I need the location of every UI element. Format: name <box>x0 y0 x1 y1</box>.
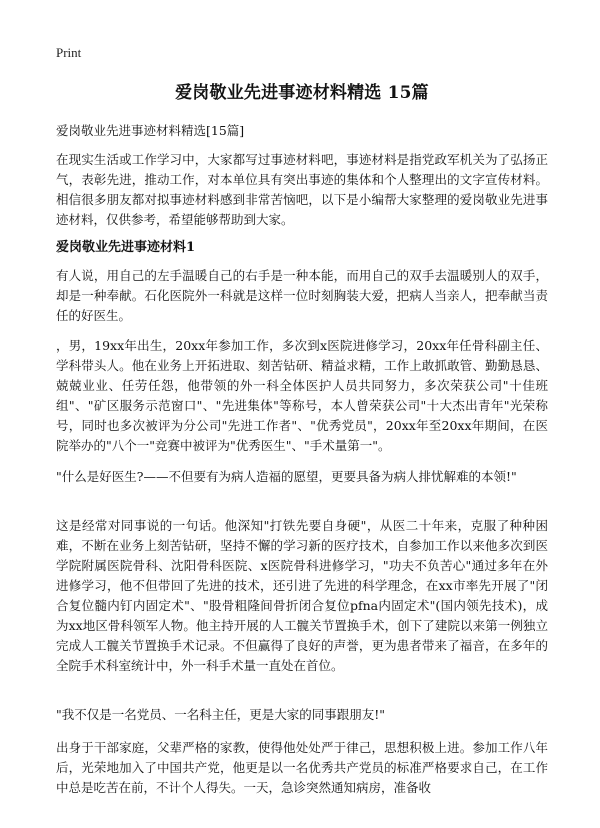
body-paragraph-1: 有人说，用自己的左手温暖自己的右手是一种本能，而用自己的双手去温暖别人的双手，却是一种奉献。石化医院外一科就是这样一位时刻胸装大爱，把病人当亲人，把奉献当责任的好医生。 <box>56 268 548 323</box>
body-paragraph-3: "什么是好医生?——不但要有为病人造福的愿望，更要具备为病人排忧解难的本领!" <box>56 469 517 484</box>
intro-paragraph: 在现实生活或工作学习中，大家都写过事迹材料吧，事迹材料是指党政军机关为了弘扬正气，表彰先进，推动工作，对本单位具有突出事迹的集体和个人整理出的文字宣传材料。相信很多朋友都对拟事迹材料感到非常苦恼吧，以下是小编帮大家整理的爱岗敬业先进事迹材料，仅供参考，希望能够帮助到大家。 <box>56 152 548 227</box>
body-paragraph-4: 这是经常对同事说的一句话。他深知"打铁先要自身硬"，从医二十年来，克服了种种困难，不断在业务上刻苦钻研，坚持不懈的学习新的医疗技术，自参加工作以来他多次到医学院附属医院骨科、沈阳骨科医院、x医院骨科进修学习，"功夫不负苦心"通过多年在外进修学习，他不但带回了先进的技术，还引进了先进的科学理念，在xx市率先开展了"闭合复位髓内钉内固定术"、"股骨粗隆间骨折闭合复位pfna内固定术"(国内领先技术)，成为xx地区骨科领军人物。他主持开展的人工髋关节置换手术，创下了建院以来第一例独立完成人工髋关节置换手术记录。不但赢得了良好的声誉，更为患者带来了福音，在多年的全院手术科室统计中，外一科手术量一直处在首位。 <box>56 518 548 673</box>
body-paragraph-6: 出身于干部家庭，父辈严格的家教，使得他处处严于律己，思想积极上进。参加工作八年后，光荣地加入了中国共产党，他更是以一名优秀共产党员的标准严格要求自己，在工作中总是吃苦在前，不计个人得失。一天，急诊突然通知病房，准备收 <box>56 740 548 795</box>
print-link[interactable]: Print <box>56 45 82 60</box>
body-paragraph-2: ，男，19xx年出生，20xx年参加工作，多次到x医院进修学习，20xx年任骨科副主任、学科带头人。他在业务上开拓进取、刻苦钻研、精益求精，工作上敢抓敢管、勤勤恳恳、兢兢业业、任劳任怨，他带领的外一科全体医护人员共同努力，多次荣获公司"十佳班组"、"矿区服务示范窗口"、"先进集体"等称号，本人曾荣获公司"十大杰出青年"光荣称号，同时也多次被评为分公司"先进工作者"、"优秀党员"，20xx年至20xx年期间，在医院举办的"八个一"竞赛中被评为"优秀医生"、"手术量第一"。 <box>56 338 548 453</box>
document-subtitle: 爱岗敬业先进事迹材料精选[15篇] <box>56 123 245 138</box>
body-paragraph-5: "我不仅是一名党员、一名科主任，更是大家的同事跟朋友!" <box>56 707 386 722</box>
section-heading: 爱岗敬业先进事迹材料1 <box>56 240 196 255</box>
page-title: 爱岗敬业先进事迹材料精选 15篇 <box>175 83 429 103</box>
